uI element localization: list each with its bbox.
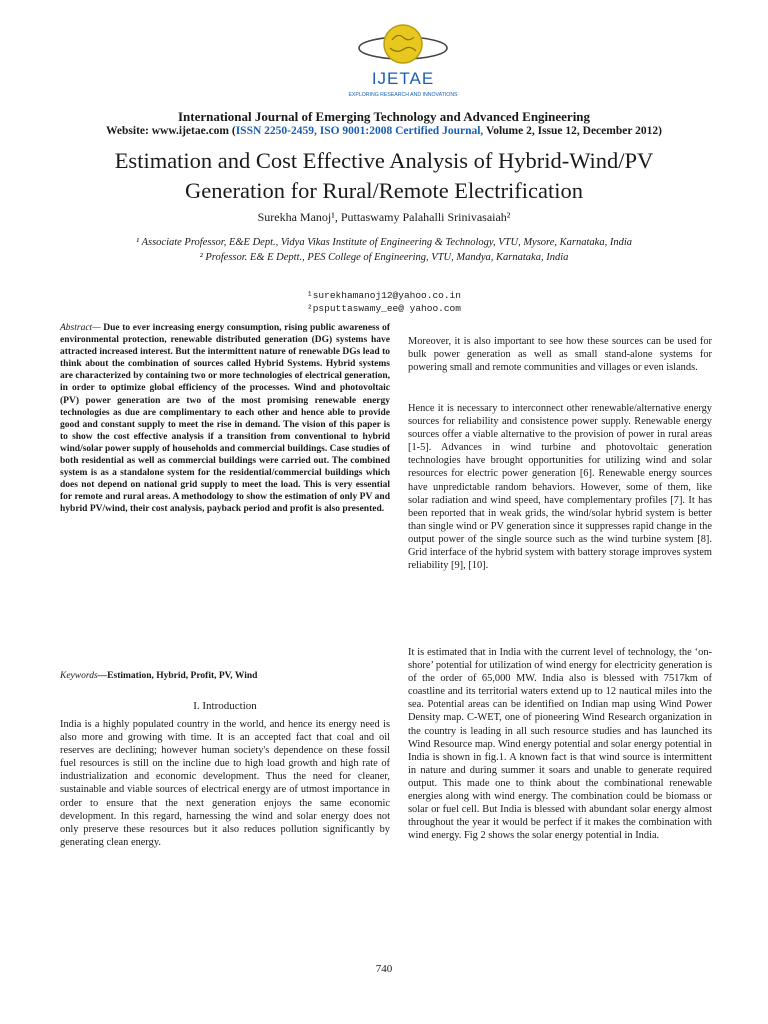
email-1[interactable]: ¹surekhamanoj12@yahoo.co.in <box>307 290 461 301</box>
abstract <box>60 322 390 516</box>
keywords-lead: Keywords <box>60 671 98 681</box>
right-paragraph-2-text: Hence it is necessary to interconnect other renewable/alternative energy sources for reliability and consistence power supply. Renewable energy sources offer a viable alternative to the provision of power in rural areas [1-5]. Advances in wind turbine and photovoltaic generation technologies have brought opportunities for utilizing wind and solar resources for electric power generation [6]. Renewable energy sources have unpredictable random behaviors. However, some of them, like solar radiation and wind speed, have complementary profiles [7]. It has been reported that in weak grids, the wind/solar hybrid system is better than single wind or PV generation since it suppresses rapid change in the output power of the single source such as the wind turbine system [8]. Grid interface of the hybrid system with battery storage improves system reliability [9], [10]. <box>408 403 712 572</box>
authors: Surekha Manoj¹, Puttaswamy Palahalli Srinivasaiah² <box>257 210 511 224</box>
page-number: 740 <box>375 963 393 975</box>
right-paragraph-3-text: It is estimated that in India with the current level of technology, the ‘on-shore’ potential for utilization of wind energy for electricity generation is of the order of 65,000 MW. India also is blessed with 7517km of coastline and its territorial waters extend up to 12 nautical miles into the sea. Potential areas can be identified on Indian map using Wind Power Density map. C-WET, one of pioneering Wind Research organization in the country is leading in all such resource studies and has launched its Wind Resource map. Wind energy potential and solar energy potential in India is shown in fig.1. A known fact is that wind source is intermittent in nature and during summer it soars and unable to generate required output. This made one to think about the combinational renewable energies along with wind energy. The combination could be biomass or solar or fuel cell. But India is blessed with abundant solar energy almost throughout the year it would be perfect if it makes the combination with wind energy. Fig 2 shows the solar energy potential in India. <box>408 647 712 842</box>
journal-name: International Journal of Emerging Technology and Advanced Engineering <box>177 109 591 124</box>
abstract-lead: Abstract— <box>60 323 101 333</box>
volume-issue: Volume 2, Issue 12, December 2012) <box>483 125 662 137</box>
logo-text: IJETAE <box>371 69 435 88</box>
affiliation-1: ¹ Associate Professor, E&E Dept., Vidya Vikas Institute of Engineering & Technology, VTU, Mysore, Karnataka, India <box>135 237 632 248</box>
introduction-text: India is a highly populated country in the world, and hence its energy need is also more and growing with time. It is an accepted fact that coal and oil reserves are declining; however human society's dependence on these fossil fuel resources is still on the incline due to high load growth and high rate of industrialization and economic development. Thus the need for cleaner, sustainable and viable sources of electrical energy are of utmost importance in order to ensure that the next generation enjoys the same economic development. In this regard, harnessing the wind and solar energy does not only preserve these resources but it also reduces pollution significantly by generating clean energy. <box>60 719 390 848</box>
right-paragraph-3 <box>408 646 712 842</box>
paper-title-line-1: Estimation and Cost Effective Analysis of Hybrid-Wind/PV <box>114 148 654 173</box>
keywords <box>60 670 390 683</box>
logo-globe-icon <box>384 25 422 63</box>
email-2[interactable]: ²psputtaswamy_ee@ yahoo.com <box>307 303 461 314</box>
keywords-text: —Estimation, Hybrid, Profit, PV, Wind <box>97 671 258 681</box>
section-heading-introduction: I. Introduction <box>193 700 257 712</box>
paper-title-line-2: Generation for Rural/Remote Electrification <box>185 178 583 203</box>
right-paragraph-1 <box>408 335 712 374</box>
right-paragraph-1-text: Moreover, it is also important to see how these sources can be used for bulk power generation as well as small stand-alone systems for powering small and remote communities and villages or even islands. <box>408 336 712 374</box>
issn-certification: ISSN 2250-2459, ISO 9001:2008 Certified Journal, <box>235 125 484 137</box>
affiliation-2: ² Professor. E& E Deptt., PES College of Engineering, VTU, Mandya, Karnataka, India <box>199 252 569 263</box>
journal-logo <box>348 18 458 100</box>
paper-title <box>40 146 728 206</box>
abstract-text: Due to ever increasing energy consumption, rising public awareness of environmental protection, renewable distributed generation (DG) systems have attracted increased interest. But the intermittent nature of renewable DGs lead to think about the combination of sources called Hybrid Systems. Hybrid systems are characterized by containing two or more technologies of electrical generation, in order to optimize global efficiency of the processes. Wind and photovoltaic (PV) power generation are two of the most promising renewable energy technologies as due are complimentary to each other and hence able to provide good and constant supply to meet the rise in demand. The vision of this paper is to show the cost effective analysis if a transition from conventional to hybrid wind/solar power supply of households and commercial buildings. Case studies of both residential as well as commercial buildings were carried out. The combined system is as a standalone system for the residential/commercial buildings which does not depend on national grid supply to meet the load. This is very essential for remote and rural areas. A methodology to show the estimation of only PV and hybrid PV/wind, their cost analysis, payback period and profit is also presented. <box>60 323 390 515</box>
logo-tagline: EXPLORING RESEARCH AND INNOVATIONS <box>348 92 458 98</box>
introduction-paragraph <box>60 718 390 849</box>
website-text: Website: www.ijetae.com ( <box>106 125 236 137</box>
right-paragraph-2 <box>408 402 712 572</box>
journal-website-line <box>0 125 768 137</box>
